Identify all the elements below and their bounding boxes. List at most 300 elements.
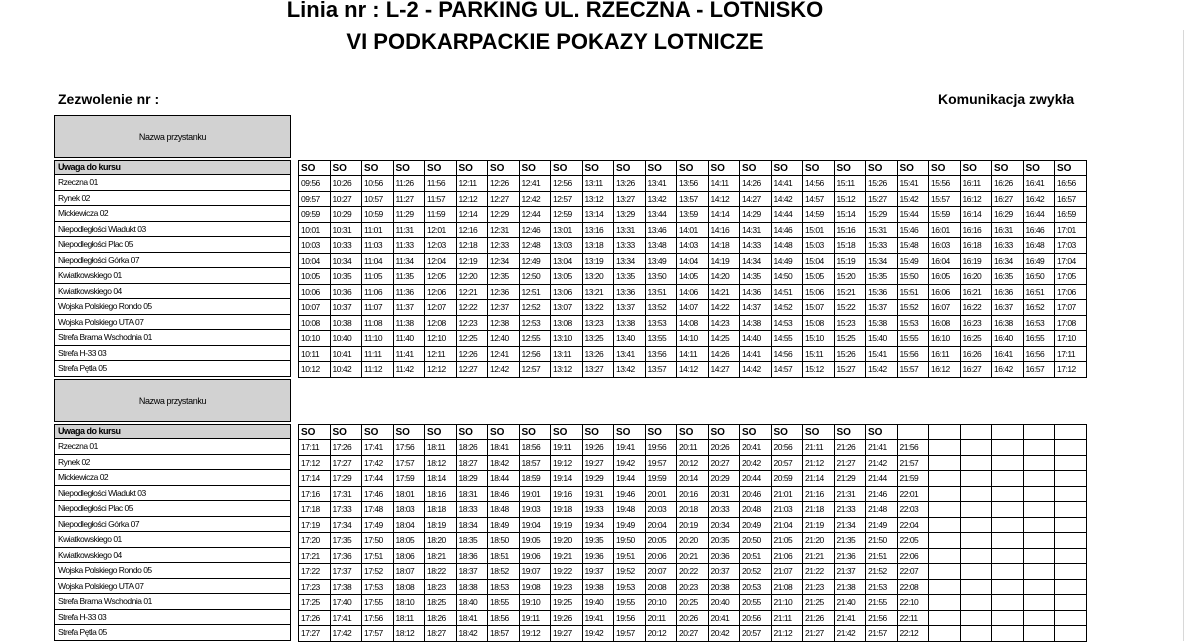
departure-time: 12:07 xyxy=(425,300,457,316)
departure-time: 17:34 xyxy=(330,517,362,533)
trip-day-type: SO xyxy=(425,161,457,176)
departure-time: 11:35 xyxy=(393,269,425,285)
departure-time: 14:51 xyxy=(771,284,803,300)
departure-time: 20:26 xyxy=(677,610,709,626)
departure-time xyxy=(1023,486,1055,502)
trip-day-type: SO xyxy=(393,161,425,176)
departure-time: 17:14 xyxy=(299,471,331,487)
departure-time: 18:35 xyxy=(456,533,488,549)
departure-time: 17:53 xyxy=(362,579,394,595)
departure-time xyxy=(960,610,992,626)
departure-time: 19:03 xyxy=(519,502,551,518)
departure-time: 21:03 xyxy=(771,502,803,518)
stop-name: Niepodległości Plac 05 xyxy=(54,237,291,253)
departure-time: 16:10 xyxy=(929,331,961,347)
stop-name: Kwiatkowskiego 04 xyxy=(54,548,291,564)
departure-time xyxy=(960,595,992,611)
departure-time: 15:49 xyxy=(897,253,929,269)
departure-time: 18:56 xyxy=(519,440,551,456)
departure-time: 11:08 xyxy=(362,315,394,331)
departure-time: 15:29 xyxy=(866,207,898,223)
departure-time: 17:29 xyxy=(330,471,362,487)
departure-time: 16:41 xyxy=(1023,176,1055,192)
departure-time: 20:16 xyxy=(677,486,709,502)
departure-time xyxy=(992,564,1024,580)
departure-time: 19:12 xyxy=(551,455,583,471)
trip-day-type: SO xyxy=(1023,161,1055,176)
departure-time: 13:33 xyxy=(614,238,646,254)
departure-time: 17:12 xyxy=(1055,362,1087,378)
stop-name: Niepodległości Górka 07 xyxy=(54,517,291,533)
departure-time: 14:29 xyxy=(740,207,772,223)
departure-time: 20:36 xyxy=(708,548,740,564)
departure-time: 11:31 xyxy=(393,222,425,238)
departure-time xyxy=(960,471,992,487)
departure-time: 20:14 xyxy=(677,471,709,487)
departure-time: 18:53 xyxy=(488,579,520,595)
departure-time: 12:12 xyxy=(425,362,457,378)
departure-time: 16:19 xyxy=(960,253,992,269)
departure-time: 21:38 xyxy=(834,579,866,595)
departure-time: 20:05 xyxy=(645,533,677,549)
departure-time: 18:10 xyxy=(393,595,425,611)
departure-time: 16:22 xyxy=(960,300,992,316)
departure-time: 20:41 xyxy=(708,610,740,626)
departure-time: 20:55 xyxy=(740,595,772,611)
departure-time: 12:53 xyxy=(519,315,551,331)
departure-time: 21:16 xyxy=(803,486,835,502)
departure-time: 14:25 xyxy=(708,331,740,347)
departure-time: 11:38 xyxy=(393,315,425,331)
departure-time: 15:35 xyxy=(866,269,898,285)
departure-time: 17:48 xyxy=(362,502,394,518)
departure-time: 17:40 xyxy=(330,595,362,611)
departure-time: 15:41 xyxy=(866,346,898,362)
departure-time: 14:50 xyxy=(771,269,803,285)
departure-time: 15:56 xyxy=(929,176,961,192)
departure-time: 19:31 xyxy=(582,486,614,502)
trip-note-header: Uwaga do kursu xyxy=(54,424,291,439)
departure-time: 13:27 xyxy=(614,191,646,207)
departure-time: 18:11 xyxy=(393,610,425,626)
departure-time: 15:46 xyxy=(897,222,929,238)
departure-time: 11:04 xyxy=(362,253,394,269)
departure-time: 19:27 xyxy=(582,455,614,471)
departure-time: 09:57 xyxy=(299,191,331,207)
departure-time: 14:31 xyxy=(740,222,772,238)
departure-time: 19:57 xyxy=(614,626,646,642)
departure-time: 13:59 xyxy=(677,207,709,223)
departure-time: 21:14 xyxy=(803,471,835,487)
departure-time xyxy=(992,579,1024,595)
departure-time: 18:59 xyxy=(519,471,551,487)
departure-time: 20:34 xyxy=(708,517,740,533)
departure-time: 18:26 xyxy=(425,610,457,626)
trip-day-type: SO xyxy=(488,161,520,176)
departure-time: 14:03 xyxy=(677,238,709,254)
trip-day-type: SO xyxy=(677,161,709,176)
departure-time: 18:57 xyxy=(519,455,551,471)
departure-time: 18:42 xyxy=(488,455,520,471)
departure-time: 19:34 xyxy=(582,517,614,533)
departure-time: 13:49 xyxy=(645,253,677,269)
stop-list xyxy=(54,175,291,377)
trip-day-type-row xyxy=(299,161,1087,176)
trip-day-type: SO xyxy=(992,161,1024,176)
departure-time: 19:01 xyxy=(519,486,551,502)
stop-times-row xyxy=(299,176,1087,192)
departure-time: 13:56 xyxy=(677,176,709,192)
departure-time: 10:37 xyxy=(330,300,362,316)
trip-note-header: Uwaga do kursu xyxy=(54,160,291,175)
departure-time xyxy=(960,440,992,456)
departure-time: 18:12 xyxy=(425,455,457,471)
departure-time: 15:12 xyxy=(834,191,866,207)
trip-day-type: SO xyxy=(834,161,866,176)
departure-time xyxy=(1023,533,1055,549)
trip-day-type xyxy=(1055,425,1087,440)
stop-times-row xyxy=(299,610,1087,626)
stop-list xyxy=(54,439,291,641)
stop-times-row xyxy=(299,269,1087,285)
departure-time: 10:05 xyxy=(299,269,331,285)
departure-time: 22:08 xyxy=(897,579,929,595)
trip-day-type: SO xyxy=(582,161,614,176)
departure-time: 10:04 xyxy=(299,253,331,269)
departure-time: 19:11 xyxy=(519,610,551,626)
stop-name-header: Nazwa przystanku xyxy=(54,379,291,422)
departure-time: 10:26 xyxy=(330,176,362,192)
departure-time: 19:07 xyxy=(519,564,551,580)
departure-time: 14:08 xyxy=(677,315,709,331)
departure-time: 10:59 xyxy=(362,207,394,223)
departure-time: 16:53 xyxy=(1023,315,1055,331)
departure-time: 16:03 xyxy=(929,238,961,254)
departure-time: 20:12 xyxy=(677,455,709,471)
departure-time: 13:31 xyxy=(614,222,646,238)
departure-time xyxy=(992,610,1024,626)
departure-time: 11:59 xyxy=(425,207,457,223)
departure-time: 17:31 xyxy=(330,486,362,502)
departure-time xyxy=(929,564,961,580)
departure-time xyxy=(1055,533,1087,549)
departure-time: 14:26 xyxy=(740,176,772,192)
departure-time: 13:04 xyxy=(551,253,583,269)
departure-time xyxy=(1055,564,1087,580)
departure-time: 13:42 xyxy=(645,191,677,207)
departure-time: 15:25 xyxy=(834,331,866,347)
departure-time: 13:20 xyxy=(582,269,614,285)
departure-time: 18:38 xyxy=(456,579,488,595)
departure-time: 12:41 xyxy=(519,176,551,192)
departure-time: 18:46 xyxy=(488,486,520,502)
departure-time: 18:07 xyxy=(393,564,425,580)
departure-time: 12:40 xyxy=(488,331,520,347)
departure-time: 13:16 xyxy=(582,222,614,238)
departure-time: 19:40 xyxy=(582,595,614,611)
departure-time: 21:12 xyxy=(771,626,803,642)
departure-time: 14:56 xyxy=(803,176,835,192)
departure-time: 16:36 xyxy=(992,284,1024,300)
departure-time: 18:27 xyxy=(456,455,488,471)
stop-name-header: Nazwa przystanku xyxy=(54,115,291,158)
stop-name: Niepodległości Górka 07 xyxy=(54,253,291,269)
departure-time: 10:12 xyxy=(299,362,331,378)
stop-times-row xyxy=(299,331,1087,347)
departure-time: 19:23 xyxy=(551,579,583,595)
departure-time xyxy=(992,517,1024,533)
departure-time: 13:48 xyxy=(645,238,677,254)
departure-time: 15:48 xyxy=(897,238,929,254)
departure-time: 16:08 xyxy=(929,315,961,331)
departure-time: 13:11 xyxy=(551,346,583,362)
departure-time: 12:50 xyxy=(519,269,551,285)
departure-time xyxy=(960,455,992,471)
trip-day-type: SO xyxy=(299,425,331,440)
departure-time: 21:12 xyxy=(803,455,835,471)
departure-time: 21:50 xyxy=(866,533,898,549)
departure-time: 11:01 xyxy=(362,222,394,238)
departure-time: 16:59 xyxy=(1055,207,1087,223)
departure-time: 17:21 xyxy=(299,548,331,564)
departure-time: 13:12 xyxy=(551,362,583,378)
departure-time: 15:01 xyxy=(803,222,835,238)
departure-time: 14:46 xyxy=(771,222,803,238)
departure-time: 17:01 xyxy=(1055,222,1087,238)
departure-time: 14:23 xyxy=(708,315,740,331)
departure-time: 21:33 xyxy=(834,502,866,518)
departure-time: 12:10 xyxy=(425,331,457,347)
trip-day-type: SO xyxy=(834,425,866,440)
departure-time: 19:22 xyxy=(551,564,583,580)
departure-time: 13:27 xyxy=(582,362,614,378)
departure-time: 12:57 xyxy=(519,362,551,378)
trip-day-type: SO xyxy=(708,425,740,440)
departure-time: 21:57 xyxy=(897,455,929,471)
stop-name: Rzeczna 01 xyxy=(54,175,291,191)
departure-time: 21:44 xyxy=(866,471,898,487)
departure-time xyxy=(1055,440,1087,456)
departure-time: 17:33 xyxy=(330,502,362,518)
departure-time: 13:26 xyxy=(582,346,614,362)
departure-time: 18:11 xyxy=(425,440,457,456)
departure-time: 11:27 xyxy=(393,191,425,207)
departure-time: 18:25 xyxy=(425,595,457,611)
trip-day-type: SO xyxy=(866,425,898,440)
departure-time: 14:57 xyxy=(771,362,803,378)
departure-time: 14:55 xyxy=(771,331,803,347)
departure-time: 20:50 xyxy=(740,533,772,549)
departure-time: 09:59 xyxy=(299,207,331,223)
stop-name: Niepodległości Wiadukt 03 xyxy=(54,486,291,502)
departure-time: 18:26 xyxy=(456,440,488,456)
departure-time: 17:20 xyxy=(299,533,331,549)
departure-time xyxy=(960,548,992,564)
departure-time: 17:51 xyxy=(362,548,394,564)
departure-time: 17:57 xyxy=(393,455,425,471)
departure-time xyxy=(960,517,992,533)
stop-name: Kwiatkowskiego 01 xyxy=(54,268,291,284)
departure-time: 12:11 xyxy=(425,346,457,362)
departure-time: 15:40 xyxy=(866,331,898,347)
departure-time: 15:22 xyxy=(834,300,866,316)
trip-day-type: SO xyxy=(960,161,992,176)
departure-time: 18:42 xyxy=(456,626,488,642)
departure-time: 13:46 xyxy=(645,222,677,238)
stop-times-row xyxy=(299,517,1087,533)
departure-time xyxy=(929,471,961,487)
trip-day-type: SO xyxy=(771,161,803,176)
departure-time: 15:53 xyxy=(897,315,929,331)
departure-time: 12:51 xyxy=(519,284,551,300)
departure-time xyxy=(992,502,1024,518)
departure-time: 10:36 xyxy=(330,284,362,300)
departure-time: 14:18 xyxy=(708,238,740,254)
stop-times-row xyxy=(299,191,1087,207)
departure-time: 11:07 xyxy=(362,300,394,316)
departure-time: 14:59 xyxy=(803,207,835,223)
departure-time xyxy=(1055,579,1087,595)
departure-time xyxy=(929,502,961,518)
stop-name: Strefa H-33 03 xyxy=(54,610,291,626)
departure-time: 17:41 xyxy=(362,440,394,456)
departure-time: 16:57 xyxy=(1055,191,1087,207)
departure-time: 14:41 xyxy=(771,176,803,192)
departure-time: 12:56 xyxy=(519,346,551,362)
trip-day-type: SO xyxy=(645,425,677,440)
stop-times-row xyxy=(299,502,1087,518)
trip-day-type: SO xyxy=(740,425,772,440)
departure-time: 20:25 xyxy=(677,595,709,611)
departure-time: 17:11 xyxy=(299,440,331,456)
departure-time: 18:21 xyxy=(425,548,457,564)
departure-time: 17:16 xyxy=(299,486,331,502)
departure-time: 15:05 xyxy=(803,269,835,285)
departure-time: 15:11 xyxy=(834,176,866,192)
departure-time: 17:36 xyxy=(330,548,362,564)
departure-time: 13:25 xyxy=(582,331,614,347)
departure-time: 18:48 xyxy=(488,502,520,518)
departure-time: 16:37 xyxy=(992,300,1024,316)
departure-time: 15:59 xyxy=(929,207,961,223)
departure-time xyxy=(1023,502,1055,518)
stop-name: Rynek 02 xyxy=(54,455,291,471)
departure-time: 22:10 xyxy=(897,595,929,611)
departure-time: 18:52 xyxy=(488,564,520,580)
departure-time: 12:35 xyxy=(488,269,520,285)
departure-time: 14:41 xyxy=(740,346,772,362)
departure-time: 16:34 xyxy=(992,253,1024,269)
departure-time: 15:42 xyxy=(866,362,898,378)
departure-time: 12:31 xyxy=(488,222,520,238)
departure-time: 14:42 xyxy=(771,191,803,207)
departure-time: 20:22 xyxy=(677,564,709,580)
departure-time: 18:04 xyxy=(393,517,425,533)
stop-times-row xyxy=(299,455,1087,471)
departure-time: 20:56 xyxy=(771,440,803,456)
departure-time: 19:44 xyxy=(614,471,646,487)
departure-time: 21:52 xyxy=(866,564,898,580)
departure-time xyxy=(1023,626,1055,642)
departure-time: 21:59 xyxy=(897,471,929,487)
departure-time: 18:05 xyxy=(393,533,425,549)
departure-time: 13:10 xyxy=(551,331,583,347)
departure-time: 12:21 xyxy=(456,284,488,300)
departure-time: 20:06 xyxy=(645,548,677,564)
departure-time: 10:40 xyxy=(330,331,362,347)
departure-time: 11:12 xyxy=(362,362,394,378)
departure-time: 19:25 xyxy=(551,595,583,611)
departure-time: 21:57 xyxy=(866,626,898,642)
trip-day-type: SO xyxy=(708,161,740,176)
departure-time: 20:19 xyxy=(677,517,709,533)
departure-time: 13:23 xyxy=(582,315,614,331)
departure-time: 16:29 xyxy=(992,207,1024,223)
departure-time: 15:16 xyxy=(834,222,866,238)
departure-time: 18:57 xyxy=(488,626,520,642)
trip-day-type xyxy=(992,425,1024,440)
departure-time: 20:01 xyxy=(645,486,677,502)
departure-time: 21:26 xyxy=(834,440,866,456)
departure-time: 12:18 xyxy=(456,238,488,254)
departure-time: 19:18 xyxy=(551,502,583,518)
departure-time: 17:06 xyxy=(1055,284,1087,300)
trip-day-type: SO xyxy=(897,161,929,176)
stop-times-row xyxy=(299,207,1087,223)
departure-time: 13:34 xyxy=(614,253,646,269)
stop-name: Wojska Polskiego UTA 07 xyxy=(54,315,291,331)
trip-day-type: SO xyxy=(393,425,425,440)
departure-time: 15:19 xyxy=(834,253,866,269)
departure-time: 19:49 xyxy=(614,517,646,533)
departure-time: 13:51 xyxy=(645,284,677,300)
departure-time: 15:34 xyxy=(866,253,898,269)
departure-time: 11:29 xyxy=(393,207,425,223)
departure-time: 16:11 xyxy=(929,346,961,362)
departure-time: 19:10 xyxy=(519,595,551,611)
departure-time: 17:04 xyxy=(1055,253,1087,269)
departure-time: 21:06 xyxy=(771,548,803,564)
departure-time: 20:53 xyxy=(740,579,772,595)
departure-time xyxy=(992,440,1024,456)
departure-time xyxy=(960,579,992,595)
departure-time: 13:53 xyxy=(645,315,677,331)
departure-time: 18:41 xyxy=(456,610,488,626)
departure-time: 20:11 xyxy=(677,440,709,456)
departure-time: 20:35 xyxy=(708,533,740,549)
departure-time: 10:34 xyxy=(330,253,362,269)
departure-time: 14:42 xyxy=(740,362,772,378)
departure-time: 18:16 xyxy=(425,486,457,502)
departure-time: 22:04 xyxy=(897,517,929,533)
trip-day-type: SO xyxy=(330,161,362,176)
departure-time: 21:49 xyxy=(866,517,898,533)
departure-time: 12:52 xyxy=(519,300,551,316)
departure-time: 20:56 xyxy=(740,610,772,626)
departure-time: 12:11 xyxy=(456,176,488,192)
departure-time: 15:57 xyxy=(929,191,961,207)
departure-time: 10:41 xyxy=(330,346,362,362)
departure-time: 12:12 xyxy=(456,191,488,207)
departure-time: 10:35 xyxy=(330,269,362,285)
departure-time: 14:01 xyxy=(677,222,709,238)
departure-time: 11:05 xyxy=(362,269,394,285)
departure-time: 17:05 xyxy=(1055,269,1087,285)
departure-time: 09:56 xyxy=(299,176,331,192)
departure-time: 19:41 xyxy=(582,610,614,626)
departure-time: 14:35 xyxy=(740,269,772,285)
departure-time: 12:59 xyxy=(551,207,583,223)
